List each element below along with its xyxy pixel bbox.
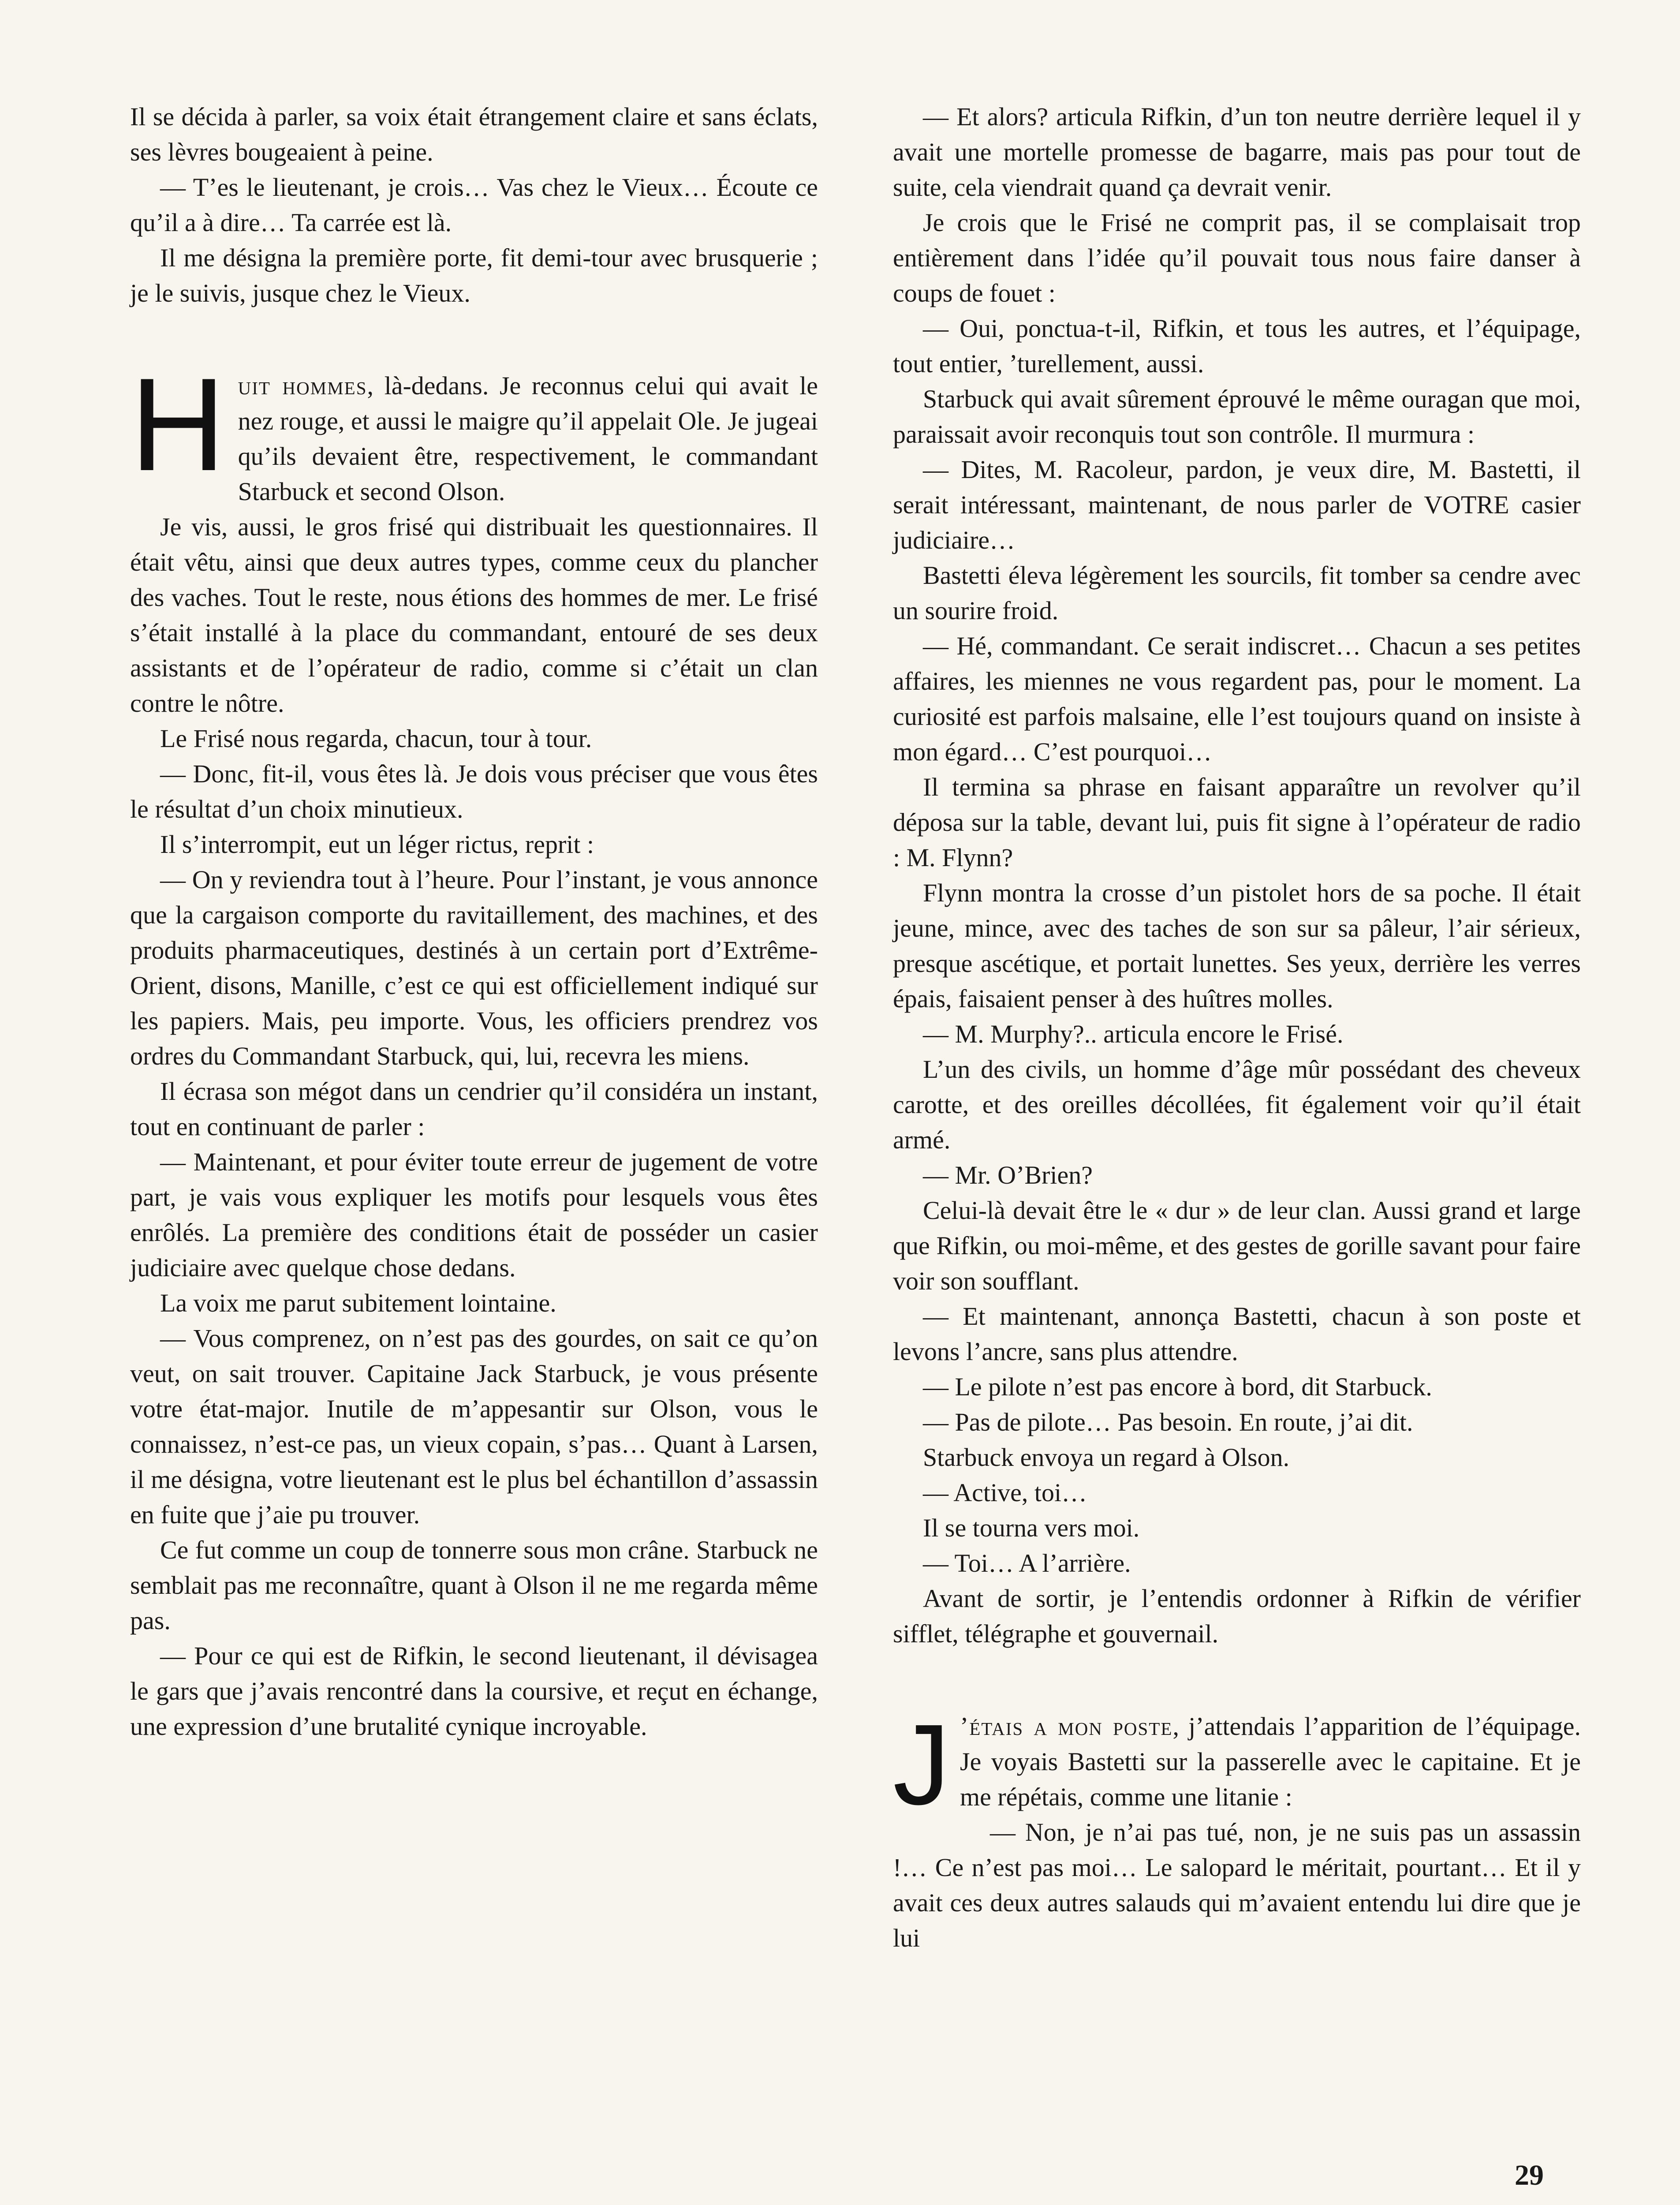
drop-cap: J	[893, 1701, 950, 1829]
paragraph: — Non, je n’ai pas tué, non, je ne suis pas un assassin !… Ce n’est pas moi… Le salopard le méritait, pourtant… Et il y avait ces deux autres salauds qui m’avaient entendu lui dire que je lui	[893, 1818, 1581, 1952]
paragraph: Flynn montra la crosse d’un pistolet hors de sa poche. Il était jeune, mince, avec des taches de son sur sa pâleur, l’air sérieux, presque ascétique, et portait lunettes. Ses yeux, derrière les verres épais, faisaient penser à des huîtres molles.	[893, 878, 1581, 1013]
paragraph: — Et maintenant, annonça Bastetti, chacun à son poste et levons l’ancre, sans plus attendre.	[893, 1302, 1581, 1366]
lead-text: , là-dedans. Je reconnus celui qui avait le nez rouge, et aussi le maigre qu’il appelait Ole. Je jugeai qu’ils devaient être, respectivement, le commandant Starbuck et second Olson.	[238, 371, 818, 506]
section-jetais-a-mon-poste	[893, 1701, 1581, 1956]
section-lead-paragraph	[130, 350, 818, 509]
lead-text: , j’attendais l’apparition de l’équipage. Je voyais Bastetti sur la passerelle avec le capitaine. Et je me répétais, comme une litanie :	[960, 1712, 1581, 1811]
paragraph: Il s’interrompit, eut un léger rictus, reprit :	[160, 830, 594, 859]
paragraph: — On y reviendra tout à l’heure. Pour l’instant, je vous annonce que la cargaison comporte du ravitaillement, des machines, et des produits pharmaceutiques, destinés à un certain port d’Extrême-Orient, disons, Manille, c’est ce qui est officiellement indiqué sur les papiers. Mais, peu importe. Vous, les officiers prendrez vos ordres du Commandant Starbuck, qui, lui, recevra les miens.	[130, 865, 818, 1070]
paragraph: — Le pilote n’est pas encore à bord, dit Starbuck.	[923, 1372, 1432, 1401]
paragraph: — Et alors? articula Rifkin, d’un ton neutre derrière lequel il y avait une mortelle promesse de bagarre, mais pas pour tout de suite, cela viendrait quand ça devrait venir.	[893, 102, 1581, 202]
right-column	[893, 99, 1581, 1956]
page-number: 29	[1515, 2159, 1544, 2191]
paragraph: Starbuck qui avait sûrement éprouvé le même ouragan que moi, paraissait avoir reconquis tout son contrôle. Il murmura :	[893, 385, 1581, 448]
paragraph: — Pas de pilote… Pas besoin. En route, j’ai dit.	[923, 1408, 1413, 1436]
paragraph: Il se tourna vers moi.	[923, 1514, 1140, 1542]
paragraph: Je crois que le Frisé ne comprit pas, il se complaisait trop entièrement dans l’idée qu’il pouvait tous nous faire danser à coups de fouet :	[893, 208, 1581, 307]
paragraph: — Mr. O’Brien?	[923, 1161, 1093, 1189]
paragraph: Il se décida à parler, sa voix était étrangement claire et sans éclats, ses lèvres bougeaient à peine.	[130, 102, 818, 166]
paragraph: Il écrasa son mégot dans un cendrier qu’il considéra un instant, tout en continuant de parler :	[130, 1077, 818, 1141]
paragraph: — Donc, fit-il, vous êtes là. Je dois vous préciser que vous êtes le résultat d’un choix minutieux.	[130, 759, 818, 823]
drop-cap: H	[130, 350, 226, 498]
paragraph: Je vis, aussi, le gros frisé qui distribuait les questionnaires. Il était vêtu, ainsi que deux autres types, comme ceux du plancher des vaches. Tout le reste, nous étions des hommes de mer. Le frisé s’était installé à la place du commandant, entouré de ses deux assistants et de l’opérateur de radio, comme si c’était un clan contre le nôtre.	[130, 512, 818, 718]
paragraph: — Oui, ponctua-t-il, Rifkin, et tous les autres, et l’équipage, tout entier, ’turellement, aussi.	[893, 314, 1581, 378]
paragraph: Le Frisé nous regarda, chacun, tour à tour.	[160, 724, 592, 753]
paragraph: — Dites, M. Racoleur, pardon, je veux dire, M. Bastetti, il serait intéressant, maintenant, de nous parler de VOTRE casier judiciaire…	[893, 455, 1581, 554]
paragraph: Ce fut comme un coup de tonnerre sous mon crâne. Starbuck ne semblait pas me reconnaître, quant à Olson il ne me regarda même pas.	[130, 1536, 818, 1635]
paragraph: — Vous comprenez, on n’est pas des gourdes, on sait ce qu’on veut, on sait trouver. Capitaine Jack Starbuck, je vous présente votre état-major. Inutile de m’appesantir sur Olson, vous le connaissez, n’est-ce pas, un vieux copain, s’pas… Quant à Larsen, il me désigna, votre lieutenant est le plus bel échantillon d’assassin en fuite que j’aie pu trouver.	[130, 1324, 818, 1529]
paragraph: — Maintenant, et pour éviter toute erreur de jugement de votre part, je vais vous expliquer les motifs pour lesquels vous êtes enrôlés. La première des conditions était de posséder un casier judiciaire avec quelque chose dedans.	[130, 1147, 818, 1282]
paragraph: — Toi… A l’arrière.	[923, 1549, 1131, 1577]
paragraph: Celui-là devait être le « dur » de leur clan. Aussi grand et large que Rifkin, ou moi-même, et des gestes de gorille savant pour faire voir son soufflant.	[893, 1196, 1581, 1295]
paragraph: Il termina sa phrase en faisant apparaître un revolver qu’il déposa sur la table, devant lui, puis fit signe à l’opérateur de radio : M. Flynn?	[893, 773, 1581, 872]
section-lead-paragraph	[893, 1701, 1581, 1829]
lead-smallcaps: ’étais a mon poste	[960, 1712, 1173, 1741]
paragraph: La voix me parut subitement lointaine.	[160, 1289, 556, 1317]
paragraph: — Active, toi…	[923, 1478, 1087, 1507]
paragraph: — Pour ce qui est de Rifkin, le second lieutenant, il dévisagea le gars que j’avais rencontré dans la coursive, et reçut en échange, une expression d’une brutalité cynique incroyable.	[130, 1641, 818, 1741]
paragraph: — T’es le lieutenant, je crois… Vas chez le Vieux… Écoute ce qu’il a à dire… Ta carrée est là.	[130, 173, 818, 237]
paragraph: Avant de sortir, je l’entendis ordonner à Rifkin de vérifier sifflet, télégraphe et gouvernail.	[893, 1584, 1581, 1648]
left-column	[130, 99, 818, 1744]
lead-smallcaps: uit hommes	[238, 371, 367, 400]
section-huit-hommes	[130, 350, 818, 1744]
paragraph: Bastetti éleva légèrement les sourcils, fit tomber sa cendre avec un sourire froid.	[893, 561, 1581, 625]
paragraph: L’un des civils, un homme d’âge mûr possédant des cheveux carotte, et des oreilles décollées, fit également voir qu’il était armé.	[893, 1055, 1581, 1154]
paragraph: — M. Murphy?.. articula encore le Frisé.	[923, 1020, 1344, 1048]
paragraph: Starbuck envoya un regard à Olson.	[923, 1443, 1290, 1472]
paragraph: Il me désigna la première porte, fit demi-tour avec brusquerie ; je le suivis, jusque chez le Vieux.	[130, 243, 818, 307]
paragraph: — Hé, commandant. Ce serait indiscret… Chacun a ses petites affaires, les miennes ne vous regardent pas, pour le moment. La curiosité est parfois malsaine, elle l’est toujours quand on insiste à mon égard… C’est pourquoi…	[893, 632, 1581, 766]
